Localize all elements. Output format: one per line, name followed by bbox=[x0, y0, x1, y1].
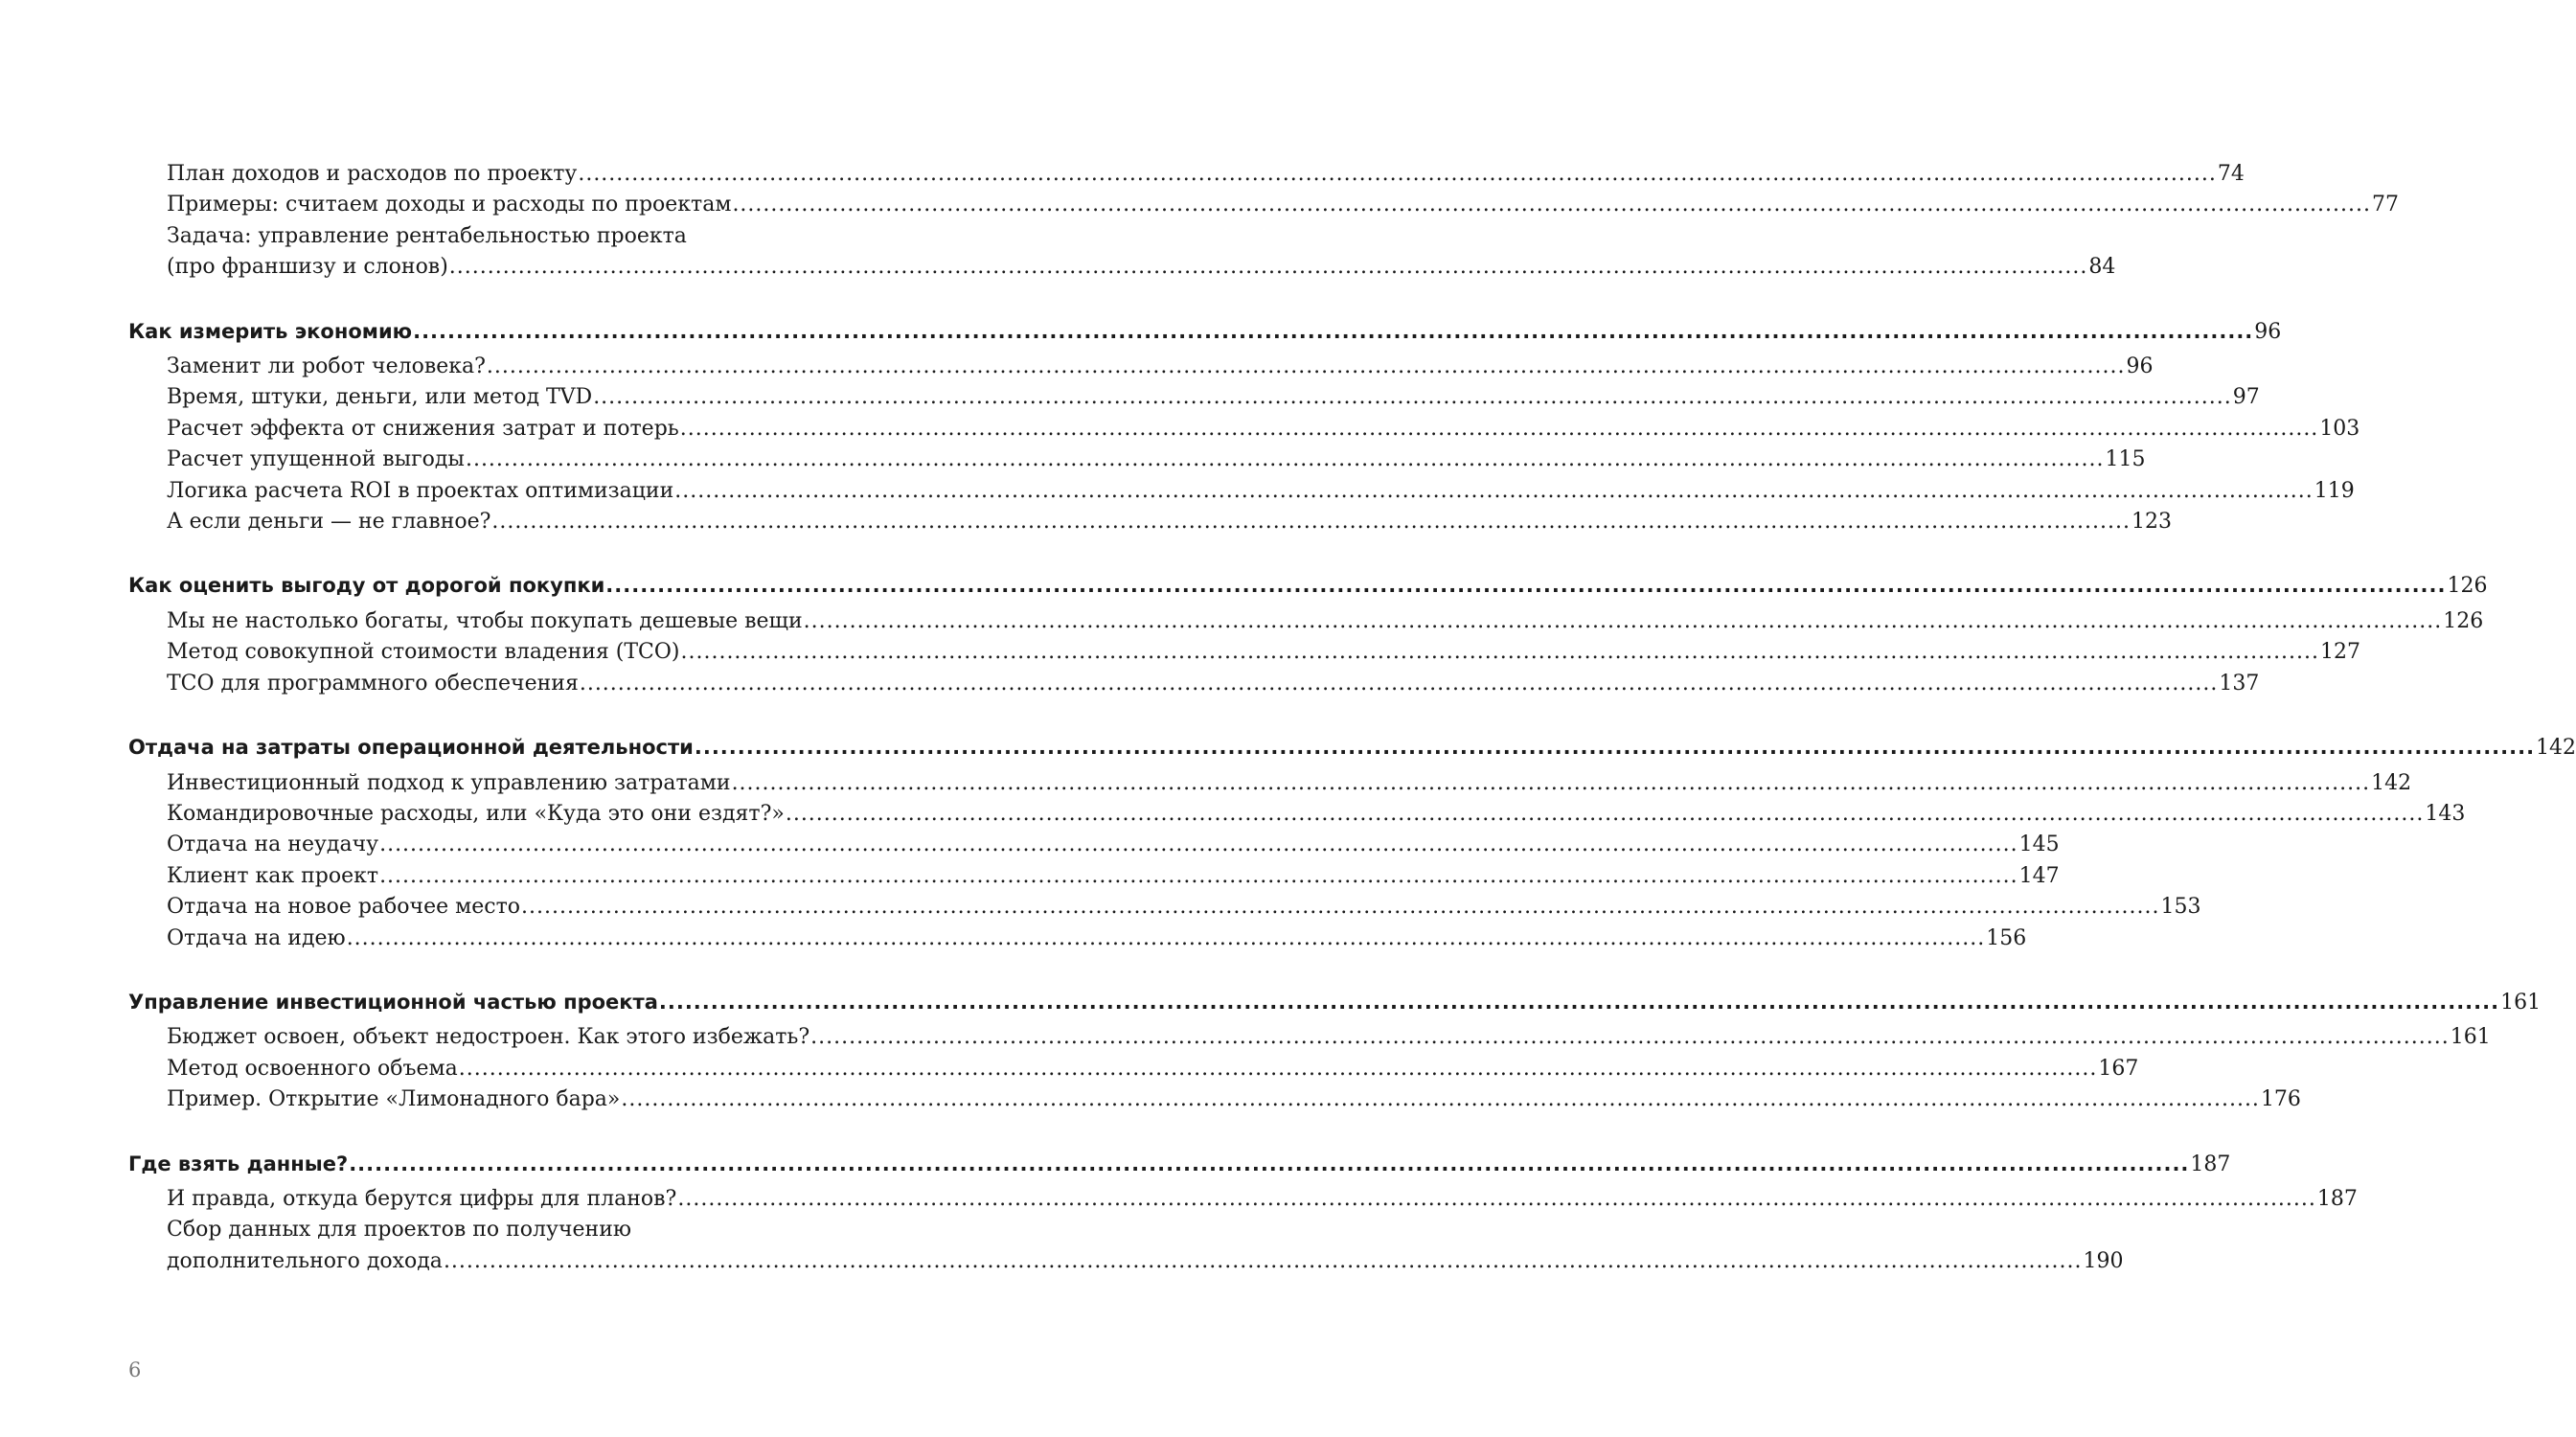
toc-entry bbox=[128, 1022, 2491, 1053]
toc-entry-page: 145 bbox=[2018, 833, 2060, 857]
dot-leader bbox=[680, 637, 2319, 668]
toc-entry bbox=[128, 382, 2260, 413]
toc-entry-title: Клиент как проект bbox=[167, 863, 379, 888]
toc-entry-page: 153 bbox=[2160, 895, 2201, 920]
toc-entry bbox=[128, 476, 2355, 507]
toc-entry-page: 127 bbox=[2320, 640, 2361, 665]
dot-leader bbox=[578, 159, 2217, 190]
toc-entry bbox=[128, 768, 2412, 799]
toc-chapter-title: Где взять данные? bbox=[128, 1152, 349, 1175]
toc-entry bbox=[128, 507, 2172, 537]
dot-leader bbox=[379, 830, 2018, 860]
toc-entry-page: 176 bbox=[2260, 1087, 2301, 1112]
toc-entry bbox=[128, 252, 2116, 283]
toc-chapter-page: 96 bbox=[2254, 319, 2282, 344]
toc-entry bbox=[128, 799, 2466, 830]
toc-entry-title: (про франшизу и слонов) bbox=[167, 255, 448, 280]
toc-entry-title: Отдача на идею bbox=[167, 925, 346, 950]
toc-section bbox=[128, 316, 2360, 538]
toc-chapter bbox=[128, 570, 2488, 602]
toc-entry-title: План доходов и расходов по проекту bbox=[167, 162, 578, 186]
toc-chapter-page: 126 bbox=[2447, 574, 2488, 599]
toc-entry bbox=[128, 352, 2154, 382]
toc-entry-page: 143 bbox=[2425, 801, 2466, 826]
toc-entry bbox=[128, 190, 2399, 220]
toc-entry-title: Инвестиционный подход к управлению затратами bbox=[167, 770, 731, 795]
toc-entry-title: А если деньги — не главное? bbox=[167, 510, 491, 535]
toc-entry-title: дополнительного дохода bbox=[167, 1248, 443, 1273]
toc-chapter-page: 187 bbox=[2190, 1152, 2231, 1176]
toc-entry bbox=[128, 1054, 2139, 1084]
toc-chapter bbox=[128, 987, 2542, 1018]
toc-entry-page: 190 bbox=[2083, 1248, 2124, 1273]
toc-chapter-title: Как измерить экономию bbox=[128, 319, 413, 343]
dot-leader bbox=[413, 316, 2253, 347]
dot-leader bbox=[349, 1149, 2189, 1179]
dot-leader bbox=[732, 190, 2371, 220]
toc-chapter bbox=[128, 316, 2282, 348]
toc-entry-page: 147 bbox=[2018, 863, 2060, 888]
toc-entry-page: 84 bbox=[2088, 255, 2116, 280]
toc-entry bbox=[128, 892, 2201, 923]
toc-entry bbox=[128, 830, 2060, 860]
dot-leader bbox=[786, 799, 2425, 830]
toc-chapter-page: 161 bbox=[2500, 990, 2542, 1015]
toc-entry-page: 137 bbox=[2219, 671, 2260, 696]
toc-entry-page: 126 bbox=[2443, 608, 2484, 633]
toc-entry-title: Примеры: считаем доходы и расходы по проектам bbox=[167, 193, 732, 217]
toc-chapter-title: Отдача на затраты операционной деятельности bbox=[128, 736, 694, 760]
dot-leader bbox=[459, 1054, 2098, 1084]
toc-entry-page: 167 bbox=[2098, 1056, 2139, 1081]
dot-leader bbox=[444, 1246, 2083, 1277]
toc-entry-title: Время, штуки, деньги, или метод TVD bbox=[167, 385, 593, 410]
toc-entry-page: 123 bbox=[2131, 510, 2172, 535]
dot-leader bbox=[695, 732, 2535, 763]
toc-chapter-title: Управление инвестиционной частью проекта bbox=[128, 990, 658, 1014]
dot-leader bbox=[659, 987, 2499, 1017]
toc-section bbox=[128, 159, 2399, 284]
toc-entry-page: 74 bbox=[2217, 162, 2245, 186]
toc-entry-title: Метод совокупной стоимости владения (ТСО) bbox=[167, 640, 680, 665]
toc-chapter bbox=[128, 732, 2576, 764]
dot-leader bbox=[491, 507, 2131, 537]
toc-entry-page: 187 bbox=[2316, 1186, 2358, 1211]
toc-entry bbox=[128, 445, 2146, 475]
toc-chapter-page: 142 bbox=[2536, 736, 2576, 761]
toc-entry bbox=[128, 1246, 2124, 1277]
toc-entry-title-line1: Сбор данных для проектов по получению bbox=[167, 1218, 632, 1243]
toc-entry-page: 77 bbox=[2371, 193, 2399, 217]
toc-section bbox=[128, 1149, 2358, 1278]
toc-section bbox=[128, 732, 2576, 954]
toc-entry-title: Метод освоенного объема bbox=[167, 1056, 458, 1081]
toc-section bbox=[128, 987, 2542, 1116]
toc-entry-title: Бюджет освоен, объект недостроен. Как этого избежать? bbox=[167, 1025, 810, 1050]
dot-leader bbox=[732, 768, 2371, 799]
toc-chapter bbox=[128, 1149, 2231, 1180]
toc-entry-page: 119 bbox=[2314, 478, 2355, 503]
dot-leader bbox=[449, 252, 2088, 283]
toc-entry bbox=[128, 159, 2245, 190]
toc-entry-page: 103 bbox=[2319, 416, 2360, 441]
dot-leader bbox=[466, 445, 2105, 475]
dot-leader bbox=[487, 352, 2126, 382]
dot-leader bbox=[347, 924, 1986, 954]
table-of-contents bbox=[128, 159, 2576, 1310]
toc-entry-title: Расчет упущенной выгоды bbox=[167, 447, 465, 472]
dot-leader bbox=[680, 414, 2319, 445]
dot-leader bbox=[677, 1184, 2316, 1215]
dot-leader bbox=[804, 606, 2443, 637]
toc-entry-title: Отдача на новое рабочее место bbox=[167, 895, 520, 920]
toc-entry-title: Командировочные расходы, или «Куда это они ездят?» bbox=[167, 801, 785, 826]
toc-entry-page: 161 bbox=[2450, 1025, 2491, 1050]
dot-leader bbox=[580, 669, 2219, 699]
toc-entry bbox=[128, 1184, 2358, 1215]
toc-entry bbox=[128, 637, 2361, 668]
toc-entry-title: ТСО для программного обеспечения bbox=[167, 671, 579, 696]
dot-leader bbox=[605, 570, 2446, 601]
toc-entry-page: 156 bbox=[1986, 925, 2027, 950]
toc-entry-title-line1: Задача: управление рентабельностью проекта bbox=[167, 223, 687, 248]
toc-entry-title: Расчет эффекта от снижения затрат и потерь bbox=[167, 416, 679, 441]
toc-entry bbox=[128, 414, 2360, 445]
toc-entry-page: 115 bbox=[2105, 447, 2146, 472]
toc-entry-title: Заменит ли робот человека? bbox=[167, 354, 486, 379]
toc-section bbox=[128, 570, 2488, 699]
dot-leader bbox=[674, 476, 2314, 507]
toc-entry-page: 96 bbox=[2126, 354, 2154, 379]
dot-leader bbox=[621, 1084, 2260, 1115]
toc-entry-title: Отдача на неудачу bbox=[167, 833, 379, 857]
toc-entry-page: 142 bbox=[2371, 770, 2412, 795]
dot-leader bbox=[593, 382, 2232, 413]
toc-entry bbox=[128, 924, 2027, 954]
dot-leader bbox=[521, 892, 2160, 923]
dot-leader bbox=[810, 1022, 2450, 1053]
toc-entry bbox=[128, 669, 2260, 699]
toc-entry bbox=[128, 1084, 2301, 1115]
dot-leader bbox=[379, 861, 2018, 892]
toc-chapter-title: Как оценить выгоду от дорогой покупки bbox=[128, 574, 605, 598]
toc-entry-title: Мы не настолько богаты, чтобы покупать дешевые вещи bbox=[167, 608, 803, 633]
toc-entry bbox=[128, 861, 2060, 892]
toc-entry-title: И правда, откуда берутся цифры для планов? bbox=[167, 1186, 677, 1211]
toc-entry bbox=[128, 606, 2484, 637]
toc-entry-page: 97 bbox=[2232, 385, 2260, 410]
toc-entry-title: Логика расчета ROI в проектах оптимизации bbox=[167, 478, 674, 503]
page-number: 6 bbox=[128, 1358, 142, 1381]
toc-entry-title: Пример. Открытие «Лимонадного бара» bbox=[167, 1087, 621, 1112]
